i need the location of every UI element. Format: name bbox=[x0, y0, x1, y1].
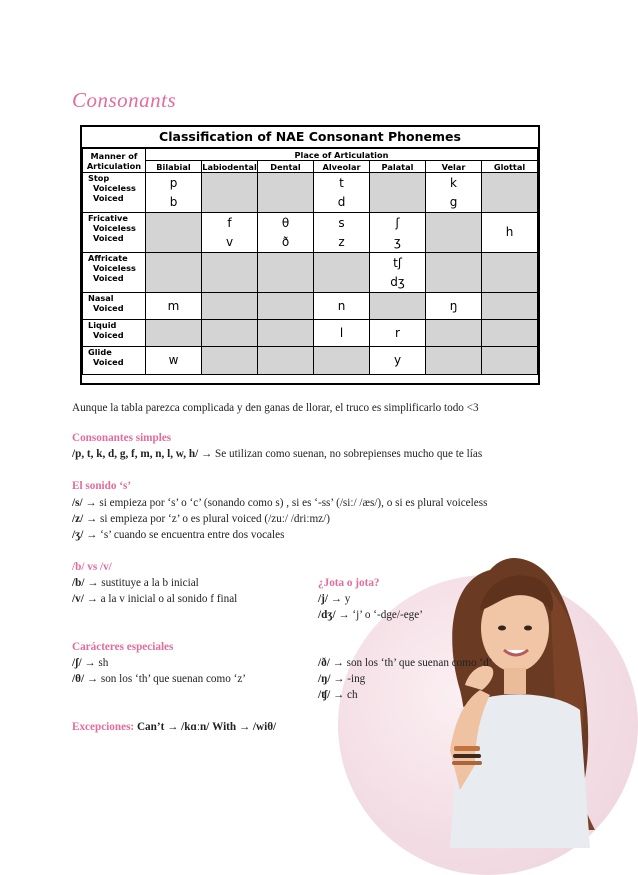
bv-sym-1: /b/ bbox=[72, 577, 85, 589]
jota-heading: ¿Jota o jota? bbox=[318, 577, 380, 589]
phoneme-cell bbox=[258, 320, 314, 347]
phoneme-symbol: g bbox=[449, 194, 458, 209]
table-title: Classification of NAE Consonant Phonemes bbox=[82, 127, 538, 148]
phoneme-cell bbox=[370, 173, 426, 213]
exception-ipa-2: /wiθ/ bbox=[252, 721, 277, 733]
place-header: Place of Articulation bbox=[146, 149, 538, 161]
s-line-2 bbox=[72, 513, 330, 525]
row-label-sub: Voiced bbox=[93, 357, 124, 367]
jota-sym-2: /dʒ/ bbox=[318, 609, 336, 621]
phoneme-cell bbox=[482, 293, 538, 320]
phoneme-cell bbox=[202, 293, 258, 320]
column-header-palatal: Palatal bbox=[370, 161, 426, 173]
simple-heading: Consonantes simples bbox=[72, 432, 172, 444]
bv-line-1 bbox=[72, 577, 199, 589]
special-heading: Carácteres especiales bbox=[72, 641, 174, 653]
table-row bbox=[83, 253, 538, 293]
phoneme-cell bbox=[482, 320, 538, 347]
phoneme-symbol: f bbox=[227, 215, 232, 230]
phoneme-cell bbox=[370, 320, 426, 347]
phoneme-cell bbox=[146, 253, 202, 293]
bv-line-2 bbox=[72, 593, 237, 605]
phoneme-cell bbox=[146, 347, 202, 375]
special-right-text-2: → -ing bbox=[330, 673, 366, 685]
phoneme-symbol: ʃ bbox=[395, 215, 400, 230]
jota-text-2: → ‘j’ o ‘-dge/-ege’ bbox=[335, 609, 423, 621]
row-label-sub: Voiced bbox=[93, 330, 124, 340]
phoneme-symbol: l bbox=[339, 325, 344, 340]
phoneme-cell bbox=[426, 320, 482, 347]
phoneme-symbol: d bbox=[337, 194, 346, 209]
row-label-sub: Voiced bbox=[93, 233, 124, 243]
phoneme-cell bbox=[314, 293, 370, 320]
phoneme-cell bbox=[314, 347, 370, 375]
phoneme-cell bbox=[146, 213, 202, 253]
row-label-main: Fricative bbox=[88, 213, 128, 223]
special-right-sym-2: /ŋ/ bbox=[318, 673, 331, 685]
row-label-sub: Voiceless bbox=[93, 183, 136, 193]
phoneme-symbol: p bbox=[169, 175, 178, 190]
exception-arrow-2: → bbox=[236, 721, 253, 733]
phoneme-cell bbox=[314, 253, 370, 293]
table-row bbox=[83, 293, 538, 320]
special-left-sym-1: /ʃ/ bbox=[72, 657, 82, 669]
jota-text-1: → y bbox=[327, 593, 351, 605]
special-right-text-1: → son los ‘th’ que suenan como ‘d’ bbox=[329, 657, 493, 669]
s-sym-1: /s/ bbox=[72, 497, 83, 509]
row-label-main: Stop bbox=[88, 173, 110, 183]
exception-ipa-1: /kɑːn/ bbox=[181, 721, 210, 733]
special-left-1 bbox=[72, 657, 108, 669]
phoneme-cell bbox=[482, 347, 538, 375]
column-header-dental: Dental bbox=[258, 161, 314, 173]
phoneme-cell bbox=[426, 347, 482, 375]
jota-line-2 bbox=[318, 609, 423, 621]
page-title: Consonants bbox=[72, 88, 177, 112]
simple-line bbox=[72, 448, 482, 460]
jota-sym-1: /j/ bbox=[318, 593, 328, 605]
s-sound-heading: El sonido ‘s’ bbox=[72, 480, 132, 492]
phoneme-cell bbox=[314, 213, 370, 253]
phoneme-symbol: tʃ bbox=[393, 255, 402, 270]
phoneme-cell bbox=[482, 173, 538, 213]
row-label-main: Glide bbox=[88, 347, 112, 357]
phoneme-cell bbox=[370, 213, 426, 253]
row-label-sub: Voiced bbox=[93, 193, 124, 203]
special-left-text-2: → son los ‘th’ que suenan como ‘z’ bbox=[84, 673, 247, 685]
phoneme-cell bbox=[258, 293, 314, 320]
column-header-velar: Velar bbox=[426, 161, 482, 173]
row-label-sub: Voiced bbox=[93, 273, 124, 283]
row-label-stop bbox=[83, 173, 146, 213]
simple-text: → Se utilizan como suenan, no sobrepienses mucho que te lías bbox=[198, 448, 483, 460]
phoneme-cell bbox=[426, 253, 482, 293]
simple-list: /p, t, k, d, g, f, m, n, l, w, h/ bbox=[72, 448, 199, 460]
s-sym-3: /ʒ/ bbox=[72, 529, 84, 541]
phoneme-table bbox=[80, 125, 540, 385]
s-text-3: → ‘s’ cuando se encuentra entre dos vocales bbox=[83, 529, 285, 541]
row-label-nasal bbox=[83, 293, 146, 320]
phoneme-cell bbox=[314, 173, 370, 213]
phoneme-symbol: k bbox=[450, 175, 457, 190]
special-right-1 bbox=[318, 657, 493, 669]
s-text-1: → si empieza por ‘s’ o ‘c’ (sonando como s) , si es ‘-ss’ (/siː/ /æs/), o si es plural voiceless bbox=[82, 497, 488, 509]
row-label-affricate bbox=[83, 253, 146, 293]
exceptions-heading: Excepciones: bbox=[72, 721, 135, 733]
s-line-1 bbox=[72, 497, 487, 509]
column-header-row bbox=[83, 161, 538, 173]
s-text-2: → si empieza por ‘z’ o es plural voiced (/zuː/ /driːmz/) bbox=[83, 513, 330, 525]
phoneme-cell bbox=[146, 173, 202, 213]
bv-sym-2: /v/ bbox=[72, 593, 84, 605]
phoneme-cell bbox=[314, 320, 370, 347]
phoneme-cell bbox=[482, 213, 538, 253]
phoneme-symbol: m bbox=[167, 298, 180, 313]
phoneme-symbol: ð bbox=[281, 234, 290, 249]
phoneme-cell bbox=[370, 253, 426, 293]
row-label-glide bbox=[83, 347, 146, 375]
table-row bbox=[83, 347, 538, 375]
column-header-bilabial: Bilabial bbox=[146, 161, 202, 173]
phoneme-cell bbox=[258, 213, 314, 253]
phoneme-symbol: b bbox=[169, 194, 178, 209]
phoneme-symbol: r bbox=[395, 325, 400, 340]
phoneme-cell bbox=[202, 347, 258, 375]
manner-header bbox=[83, 149, 146, 173]
phoneme-cell bbox=[482, 253, 538, 293]
phoneme-symbol: s bbox=[338, 215, 345, 230]
row-label-sub: Voiceless bbox=[93, 223, 136, 233]
phoneme-cell bbox=[202, 173, 258, 213]
column-header-glottal: Glottal bbox=[482, 161, 538, 173]
phoneme-grid bbox=[82, 148, 538, 375]
exceptions-line bbox=[72, 721, 276, 733]
s-line-3 bbox=[72, 529, 284, 541]
column-header-alveolar: Alveolar bbox=[314, 161, 370, 173]
exception-arrow-1: → bbox=[164, 721, 182, 733]
row-label-fricative bbox=[83, 213, 146, 253]
row-label-liquid bbox=[83, 320, 146, 347]
row-label-main: Nasal bbox=[88, 293, 114, 303]
phoneme-symbol: z bbox=[338, 234, 345, 249]
special-left-sym-2: /θ/ bbox=[72, 673, 85, 685]
phoneme-symbol: y bbox=[393, 353, 402, 367]
intro-text: Aunque la tabla parezca complicada y den ganas de llorar, el truco es simplificarlo todo <3 bbox=[72, 402, 479, 414]
s-sym-2: /z/ bbox=[72, 513, 84, 525]
jota-line-1 bbox=[318, 593, 350, 605]
phoneme-symbol: ŋ bbox=[449, 298, 458, 313]
column-header-labiodental: Labiodental bbox=[202, 161, 257, 172]
bv-heading: /b/ vs /v/ bbox=[72, 561, 112, 573]
phoneme-symbol: n bbox=[337, 298, 346, 313]
exception-word-2: With bbox=[212, 721, 237, 733]
row-label-main: Affricate bbox=[88, 253, 128, 263]
bv-text-1: → sustituye a la b inicial bbox=[84, 577, 199, 589]
special-right-sym-1: /ð/ bbox=[318, 657, 330, 669]
phoneme-cell bbox=[258, 173, 314, 213]
special-right-text-3: → ch bbox=[330, 689, 358, 701]
phoneme-cell bbox=[258, 253, 314, 293]
row-label-sub: Voiced bbox=[93, 303, 124, 313]
phoneme-cell bbox=[146, 293, 202, 320]
phoneme-cell bbox=[202, 213, 258, 253]
manner-header-line2: Articulation bbox=[86, 160, 142, 171]
special-right-2 bbox=[318, 673, 365, 685]
woman-thinking-photo bbox=[420, 550, 600, 848]
phoneme-cell bbox=[202, 320, 258, 347]
table-row bbox=[83, 213, 538, 253]
phoneme-cell bbox=[370, 347, 426, 375]
special-left-2 bbox=[72, 673, 246, 685]
phoneme-cell bbox=[370, 293, 426, 320]
phoneme-symbol: v bbox=[225, 234, 234, 249]
row-label-sub: Voiceless bbox=[93, 263, 136, 273]
special-right-3 bbox=[318, 689, 358, 701]
phoneme-symbol: h bbox=[505, 225, 514, 239]
phoneme-cell bbox=[258, 347, 314, 375]
phoneme-cell bbox=[426, 213, 482, 253]
bv-text-2: → a la v inicial o al sonido f final bbox=[83, 593, 238, 605]
phoneme-symbol: t bbox=[339, 175, 344, 190]
phoneme-symbol: w bbox=[168, 353, 179, 367]
manner-header-line1: Manner of bbox=[90, 150, 138, 161]
row-label-main: Liquid bbox=[88, 320, 117, 330]
phoneme-symbol: ʒ bbox=[394, 234, 401, 249]
phoneme-cell bbox=[426, 293, 482, 320]
phoneme-symbol: θ bbox=[281, 215, 290, 230]
phoneme-cell bbox=[426, 173, 482, 213]
exception-word-1: Can’t bbox=[136, 721, 165, 733]
phoneme-cell bbox=[146, 320, 202, 347]
table-row bbox=[83, 320, 538, 347]
phoneme-symbol: dʒ bbox=[390, 274, 405, 289]
special-left-text-1: → sh bbox=[81, 657, 109, 669]
table-row bbox=[83, 173, 538, 213]
special-right-sym-3: /ʧ/ bbox=[318, 689, 331, 701]
phoneme-cell bbox=[202, 253, 258, 293]
